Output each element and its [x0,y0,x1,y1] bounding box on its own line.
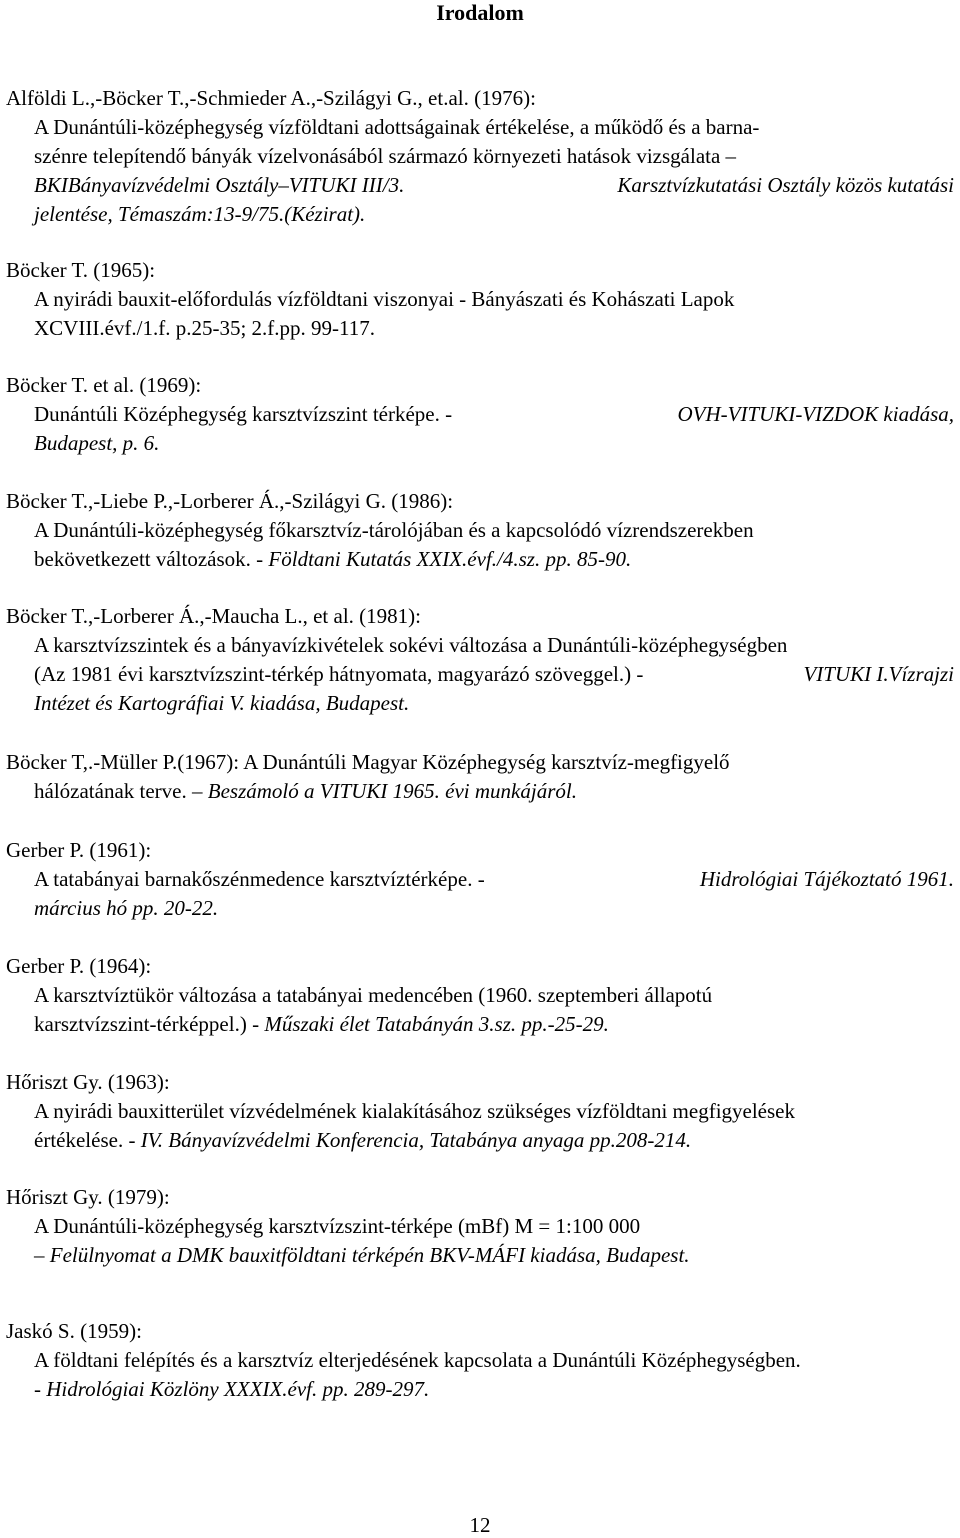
reference-text: hálózatának terve. – [34,779,203,803]
page-number: 12 [469,1513,491,1537]
reference-text-italic: Karsztvízkutatási Osztály közös kutatási [617,173,954,197]
reference-text-italic: Budapest, p. 6. [34,431,160,455]
reference-entry [6,952,956,1039]
reference-author: Hőriszt Gy. (1979): [6,1185,170,1209]
reference-text-italic: OVH-VITUKI-VIZDOK kiadása, [677,402,954,426]
reference-text: karsztvízszint-térképpel.) - [34,1012,260,1036]
reference-text: A Dunántúli-középhegység vízföldtani adottságainak értékelése, a működő és a barna- [34,115,760,139]
reference-line [6,545,956,574]
reference-text-italic: - Hidrológiai Közlöny XXXIX.évf. pp. 289-297. [34,1377,430,1401]
reference-text: A Dunántúli-középhegység főkarsztvíz-tárolójában és a kapcsolódó vízrendszerekben [34,518,754,542]
reference-text: értékelése. - [34,1128,136,1152]
reference-text: A Dunántúli-középhegység karsztvízszint-térképe (mBf) M = 1:100 000 [34,1214,641,1238]
reference-text-italic: BKIBányavízvédelmi Osztály–VITUKI III/3. [34,173,405,197]
reference-text-italic: Műszaki élet Tatabányán 3.sz. pp.-25-29. [264,1012,609,1036]
reference-entry [6,748,956,806]
reference-text: Böcker T,.-Müller P.(1967): A Dunántúli Magyar Középhegység karsztvíz-megfigyelő [6,750,730,774]
reference-line [6,171,956,200]
reference-line [6,777,956,806]
reference-line [6,1126,956,1155]
reference-text-italic: Földtani Kutatás XXIX.évf./4.sz. pp. 85-90. [268,547,632,571]
reference-text-italic: – Felülnyomat a DMK bauxitföldtani térképén BKV-MÁFI kiadása, Budapest. [34,1243,690,1267]
reference-text: A nyirádi bauxitterület vízvédelmének kialakításához szükséges vízföldtani megfigyelések [34,1099,795,1123]
reference-text-italic: VITUKI I.Vízrajzi [803,662,954,686]
reference-author: Gerber P. (1964): [6,954,152,978]
reference-entry [6,602,956,718]
reference-text: A nyirádi bauxit-előfordulás vízföldtani viszonyai - Bányászati és Kohászati Lapok [34,287,735,311]
reference-text-italic: Intézet és Kartográfiai V. kiadása, Budapest. [34,691,410,715]
reference-line [6,400,956,429]
reference-text: A karsztvíztükör változása a tatabányai medencében (1960. szeptemberi állapotú [34,983,713,1007]
reference-entry [6,1183,956,1270]
reference-author: Gerber P. (1961): [6,838,152,862]
reference-text: bekövetkezett változások. - [34,547,264,571]
reference-text: A karsztvízszintek és a bányavízkivételek sokévi változása a Dunántúli-középhegységben [34,633,788,657]
reference-author: Alföldi L.,-Böcker T.,-Schmieder A.,-Szilágyi G., et.al. (1976): [6,86,536,110]
reference-entry [6,1068,956,1155]
reference-text-italic: Hidrológiai Tájékoztató 1961. [699,867,954,891]
reference-line [6,660,956,689]
reference-author: Böcker T.,-Lorberer Á.,-Maucha L., et al. (1981): [6,604,421,628]
reference-author: Böcker T.,-Liebe P.,-Lorberer Á.,-Szilágyi G. (1986): [6,489,454,513]
reference-author: Böcker T. et al. (1969): [6,373,202,397]
reference-text-italic: március hó pp. 20-22. [34,896,219,920]
reference-text: Dunántúli Középhegység karsztvízszint térképe. - [34,402,453,426]
page-title: Irodalom [436,0,524,25]
reference-author: Jaskó S. (1959): [6,1319,142,1343]
reference-text-italic: Beszámoló a VITUKI 1965. évi munkájáról. [207,779,577,803]
reference-text: XCVIII.évf./1.f. p.25-35; 2.f.pp. 99-117. [34,316,375,340]
reference-author: Hőriszt Gy. (1963): [6,1070,170,1094]
reference-entry [6,836,956,923]
reference-entry [6,1317,956,1404]
reference-entry [6,487,956,574]
reference-text: A tatabányai barnakőszénmedence karsztvíztérképe. - [34,867,485,891]
reference-text: A földtani felépítés és a karsztvíz elterjedésének kapcsolata a Dunántúli Középhegységben. [34,1348,801,1372]
reference-author: Böcker T. (1965): [6,258,156,282]
reference-entry [6,256,956,343]
reference-text: szénre telepítendő bányák vízelvonásából származó környezeti hatások vizsgálata – [34,144,737,168]
reference-text: (Az 1981 évi karsztvízszint-térkép hátnyomata, magyarázó szöveggel.) - [34,662,644,686]
reference-text-italic: jelentése, Témaszám:13-9/75.(Kézirat). [34,202,366,226]
reference-text-italic: IV. Bányavízvédelmi Konferencia, Tatabánya anyaga pp.208-214. [140,1128,692,1152]
reference-entry [6,371,956,458]
reference-entry [6,84,956,229]
reference-line [6,865,956,894]
reference-line [6,1010,956,1039]
